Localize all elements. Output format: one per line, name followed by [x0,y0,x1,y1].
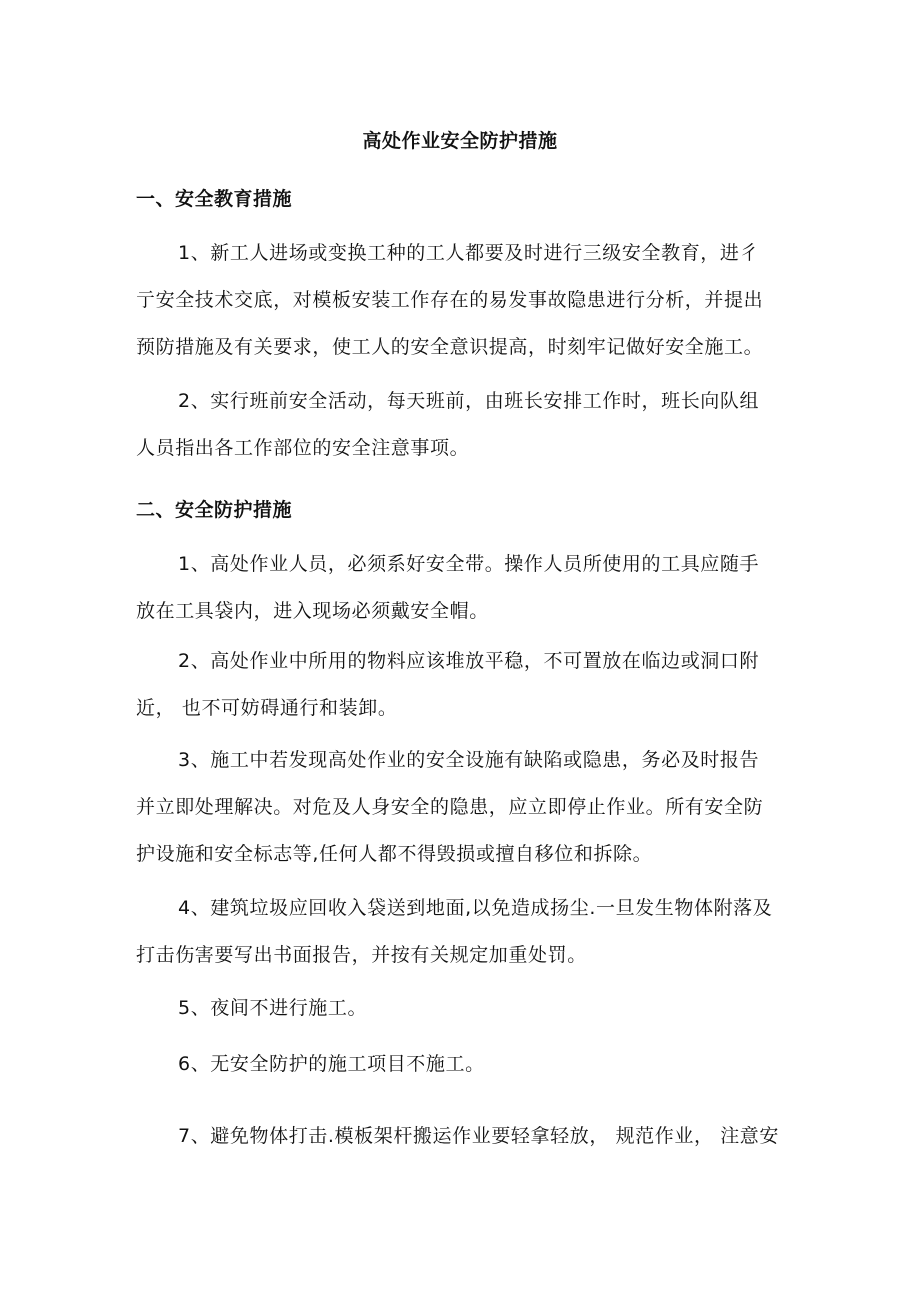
paragraph-line: 3、施工中若发现高处作业的安全设施有缺陷或隐患，务必及时报告 [178,749,760,771]
paragraph-education-2 [136,378,796,472]
paragraph-line: 1、高处作业人员，必须系好安全带。操作人员所使用的工具应随手 [178,553,760,575]
paragraph-line: 1、新工人进场或变换工种的工人都要及时进行三级安全教育，进彳 [178,242,760,264]
paragraph-protection-4 [136,885,796,979]
paragraph-protection-3 [136,737,796,878]
paragraph-line: 5、夜间不进行施工。 [178,997,368,1019]
section-heading-protection: 二、安全防护措施 [136,499,293,521]
section-heading-education: 一、安全教育措施 [136,188,293,210]
paragraph-line: 7、避免物体打击.模板架杆搬运作业要轻拿轻放， 规范作业， 注意安 [178,1125,780,1147]
paragraph-protection-6 [136,1041,796,1088]
paragraph-line: 并立即处理解决。对危及人身安全的隐患，应立即停止作业。所有安全防 [136,796,764,818]
paragraph-line: 2、高处作业中所用的物料应该堆放平稳，不可置放在临边或洞口附 [178,650,760,672]
paragraph-line: 2、实行班前安全活动，每天班前，由班长安排工作时，班长向队组 [178,390,760,412]
paragraph-line: 6、无安全防护的施工项目不施工。 [178,1053,485,1075]
paragraph-line: 预防措施及有关要求，使工人的安全意识提高，时刻牢记做好安全施工。 [136,336,764,358]
paragraph-line: 放在工具袋内，进入现场必须戴安全帽。 [136,600,489,622]
paragraph-education-1 [136,230,796,371]
paragraph-line: 人员指出各工作部位的安全注意事项。 [136,437,470,459]
paragraph-line: 打击伤害要写出书面报告，并按有关规定加重处罚。 [136,944,587,966]
paragraph-protection-7 [136,1113,796,1160]
document-title: 高处作业安全防护措施 [362,130,558,152]
paragraph-protection-1 [136,541,796,635]
paragraph-line: 护设施和安全标志等,任何人都不得毁损或擅自移位和拆除。 [136,843,653,865]
paragraph-protection-2 [136,638,796,732]
paragraph-line: 亍安全技术交底，对模板安装工作存在的易发事故隐患进行分析，并提出 [136,289,764,311]
paragraph-line: 近， 也不可妨碍通行和装卸。 [136,697,398,719]
paragraph-protection-5 [136,985,796,1032]
paragraph-line: 4、建筑垃圾应回收入袋送到地面,以免造成扬尘.一旦发生物体附落及 [178,897,773,919]
